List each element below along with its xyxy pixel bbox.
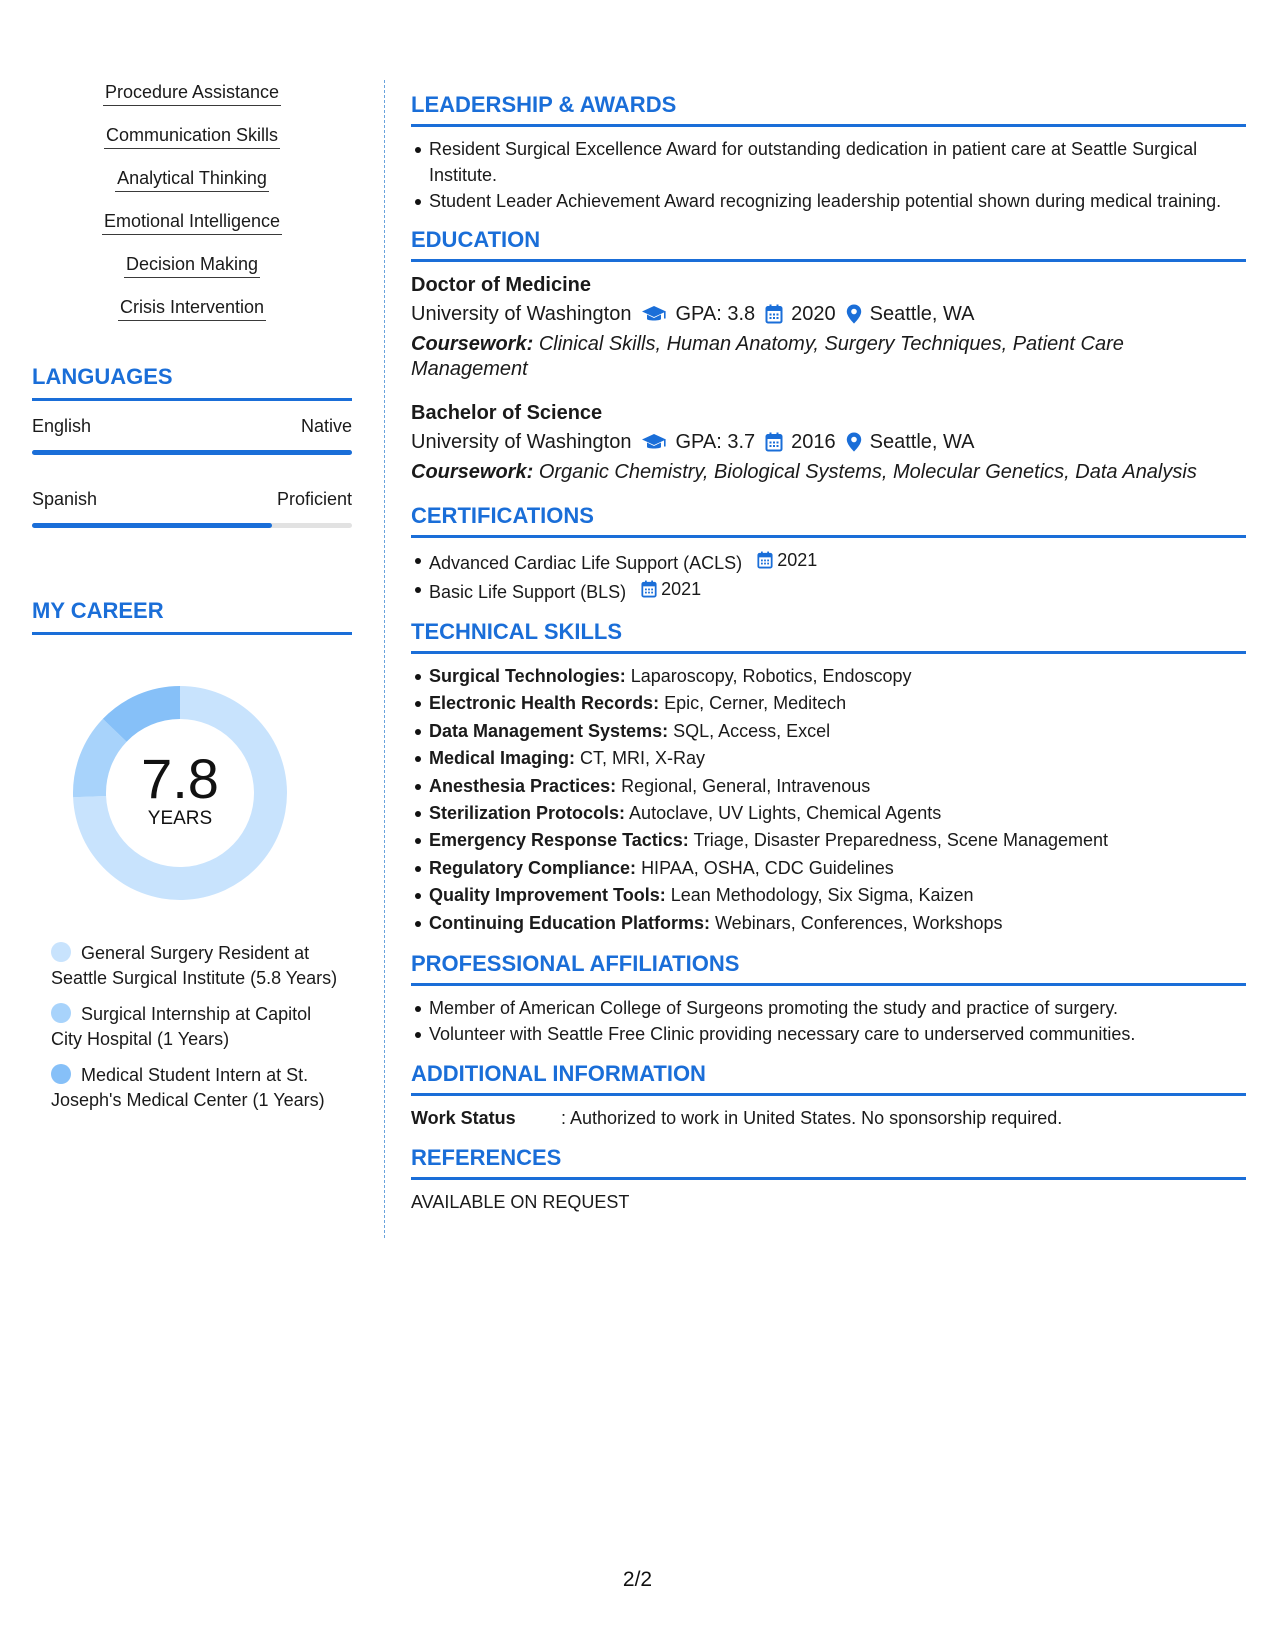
- location: Seattle, WA: [869, 303, 975, 325]
- certifications-heading: CERTIFICATIONS: [411, 503, 1246, 538]
- language-bar-fill: [32, 523, 272, 528]
- legend-label: Surgical Internship at Capitol City Hospital (1 Years): [51, 1004, 312, 1049]
- list-item: Resident Surgical Excellence Award for outstanding dedication in patient care at Seattle Surgical Institute.: [429, 136, 1246, 188]
- skill-values: Laparoscopy, Robotics, Endoscopy: [630, 666, 912, 686]
- references-text: AVAILABLE ON REQUEST: [411, 1192, 630, 1213]
- location: Seattle, WA: [869, 431, 975, 453]
- skill-tag: Emotional Intelligence: [102, 209, 282, 235]
- coursework-label: Coursework:: [411, 333, 534, 355]
- leadership-section: [411, 92, 1246, 214]
- technical-skill-item: [429, 718, 1246, 745]
- additional-info-heading: ADDITIONAL INFORMATION: [411, 1061, 1246, 1096]
- legend-dot: [51, 942, 71, 962]
- languages-section: [32, 364, 352, 528]
- work-status-value: : Authorized to work in United States. No sponsorship required.: [561, 1108, 1063, 1129]
- skill-values: Regional, General, Intravenous: [621, 775, 871, 796]
- skill-category: Electronic Health Records:: [429, 693, 660, 714]
- graduation-year: 2016: [791, 431, 836, 453]
- language-bar: [32, 450, 352, 455]
- certification-year: 2021: [777, 550, 818, 570]
- career-heading: MY CAREER: [32, 598, 352, 635]
- technical-skill-item: [429, 882, 1246, 909]
- technical-skill-item: [429, 855, 1246, 882]
- skill-values: Triage, Disaster Preparedness, Scene Management: [693, 830, 1109, 851]
- skill-category: Continuing Education Platforms:: [429, 912, 710, 933]
- skill-values: SQL, Access, Excel: [673, 720, 831, 741]
- language-item: [32, 415, 352, 455]
- graduation-year: 2020: [791, 303, 836, 325]
- calendar-icon: [757, 551, 773, 569]
- legend-dot: [51, 1064, 71, 1084]
- graduation-cap-icon: [641, 305, 667, 323]
- left-column: [32, 80, 352, 1124]
- degree-title: Doctor of Medicine: [411, 274, 592, 296]
- skill-category: Surgical Technologies:: [429, 666, 626, 686]
- skill-values: HIPAA, OSHA, CDC Guidelines: [641, 857, 894, 878]
- certification-name: Basic Life Support (BLS): [429, 582, 627, 602]
- education-section: [411, 227, 1246, 485]
- career-section: [32, 598, 352, 1113]
- school-name: University of Washington: [411, 303, 632, 325]
- technical-skill-item: [429, 800, 1246, 827]
- language-level: Native: [300, 416, 352, 436]
- column-divider: [384, 80, 385, 1238]
- certification-name: Advanced Cardiac Life Support (ACLS): [429, 553, 743, 573]
- skill-category: Anesthesia Practices:: [429, 775, 617, 796]
- career-donut-chart: [66, 679, 294, 907]
- graduation-cap-icon: [641, 433, 667, 451]
- career-total-unit: YEARS: [147, 808, 213, 829]
- language-item: [32, 488, 352, 528]
- skill-tag: Analytical Thinking: [115, 166, 269, 192]
- technical-skill-item: [429, 663, 1246, 690]
- certification-year: 2021: [661, 579, 702, 599]
- skill-values: Autoclave, UV Lights, Chemical Agents: [629, 803, 942, 824]
- technical-skills-section: [411, 619, 1246, 937]
- education-item: [411, 399, 1246, 485]
- list-item: Member of American College of Surgeons promoting the study and practice of surgery.: [429, 995, 1246, 1021]
- list-item: Student Leader Achievement Award recognizing leadership potential shown during medical training.: [429, 188, 1246, 214]
- skill-category: Medical Imaging:: [429, 748, 576, 769]
- skill-values: Webinars, Conferences, Workshops: [715, 912, 1003, 933]
- language-bar-fill: [32, 450, 352, 455]
- skill-tag: Communication Skills: [104, 123, 280, 149]
- calendar-icon: [765, 304, 783, 324]
- career-legend: [32, 941, 352, 1113]
- skill-values: Epic, Cerner, Meditech: [664, 693, 847, 714]
- legend-dot: [51, 1003, 71, 1023]
- location-pin-icon: [846, 432, 862, 452]
- skill-category: Sterilization Protocols:: [429, 803, 626, 824]
- certification-item: [429, 547, 1246, 576]
- education-item: [411, 271, 1246, 382]
- coursework-text: Organic Chemistry, Biological Systems, Molecular Genetics, Data Analysis: [538, 461, 1197, 483]
- skill-tag: Procedure Assistance: [103, 80, 281, 106]
- right-column: [411, 92, 1246, 1215]
- education-heading: EDUCATION: [411, 227, 1246, 262]
- skill-category: Data Management Systems:: [429, 720, 669, 741]
- page-number: 2/2: [622, 1568, 653, 1591]
- coursework-label: Coursework:: [411, 461, 534, 483]
- soft-skills-list: [32, 80, 352, 338]
- language-name: Spanish: [32, 489, 98, 509]
- languages-heading: LANGUAGES: [32, 364, 352, 401]
- certification-item: [429, 576, 1246, 605]
- school-name: University of Washington: [411, 431, 632, 453]
- technical-skill-item: [429, 827, 1246, 854]
- skill-tag: Decision Making: [124, 252, 260, 278]
- skill-category: Quality Improvement Tools:: [429, 885, 666, 906]
- references-heading: REFERENCES: [411, 1145, 1246, 1180]
- technical-skill-item: [429, 910, 1246, 937]
- affiliations-heading: PROFESSIONAL AFFILIATIONS: [411, 951, 1246, 986]
- leadership-heading: LEADERSHIP & AWARDS: [411, 92, 1246, 127]
- language-bar: [32, 523, 352, 528]
- legend-item: [51, 1002, 340, 1052]
- additional-info-section: [411, 1061, 1246, 1131]
- list-item: Volunteer with Seattle Free Clinic providing necessary care to underserved communities.: [429, 1021, 1246, 1047]
- coursework-text: Clinical Skills, Human Anatomy, Surgery Techniques, Patient Care Management: [411, 333, 1124, 380]
- technical-skill-item: [429, 773, 1246, 800]
- certifications-section: [411, 503, 1246, 605]
- skill-category: Emergency Response Tactics:: [429, 830, 689, 851]
- gpa: GPA: 3.8: [675, 303, 756, 325]
- language-level: Proficient: [276, 489, 352, 509]
- skill-values: CT, MRI, X-Ray: [580, 748, 706, 769]
- gpa: GPA: 3.7: [675, 431, 756, 453]
- location-pin-icon: [846, 304, 862, 324]
- work-status-label: Work Status: [411, 1108, 516, 1129]
- skill-values: Lean Methodology, Six Sigma, Kaizen: [670, 885, 974, 906]
- calendar-icon: [641, 580, 657, 598]
- legend-label: General Surgery Resident at Seattle Surgical Institute (5.8 Years): [51, 943, 338, 988]
- technical-skill-item: [429, 690, 1246, 717]
- legend-label: Medical Student Intern at St. Joseph's Medical Center (1 Years): [51, 1065, 325, 1110]
- skill-tag: Crisis Intervention: [118, 295, 266, 321]
- career-total-years: 7.8: [141, 747, 219, 810]
- skill-category: Regulatory Compliance:: [429, 857, 637, 878]
- legend-item: [51, 1063, 340, 1113]
- technical-skill-item: [429, 745, 1246, 772]
- technical-skills-heading: TECHNICAL SKILLS: [411, 619, 1246, 654]
- calendar-icon: [765, 432, 783, 452]
- legend-item: [51, 941, 340, 991]
- language-name: English: [32, 416, 92, 436]
- references-section: [411, 1145, 1246, 1215]
- affiliations-section: [411, 951, 1246, 1047]
- degree-title: Bachelor of Science: [411, 402, 603, 424]
